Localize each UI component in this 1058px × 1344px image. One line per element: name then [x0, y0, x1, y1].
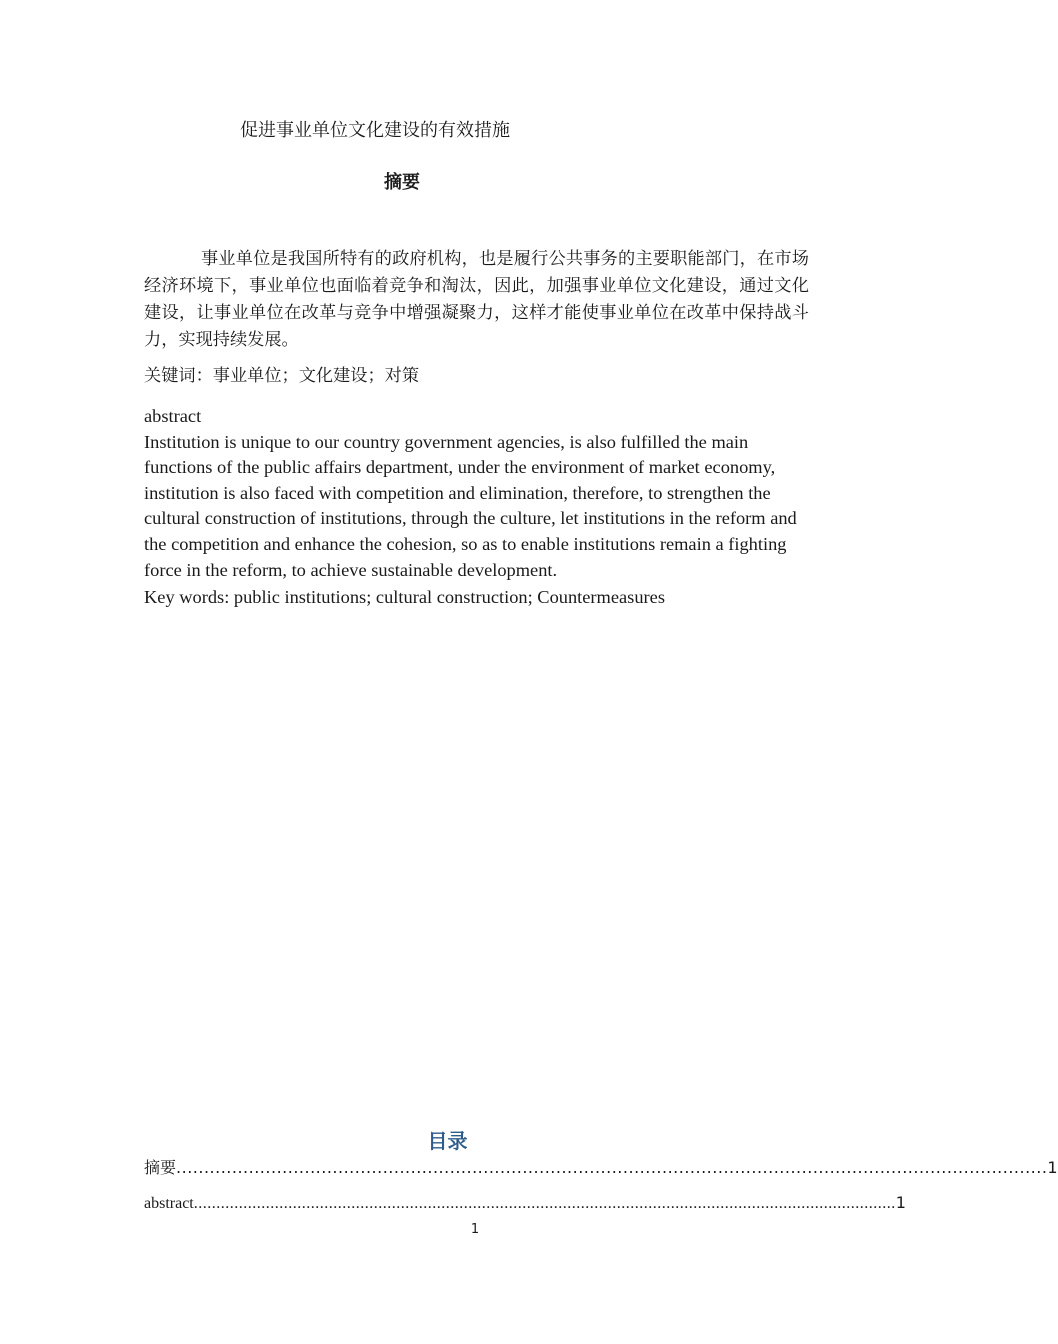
- toc-leader-dots: ............................................................................................................................................................: [176, 1158, 1048, 1177]
- abstract-heading: 摘要: [384, 172, 420, 193]
- toc-entry-abstract-en[interactable]: [144, 1193, 906, 1213]
- english-abstract-paragraph: Institution is unique to our country government agencies, is also fulfilled the main functions of the public affairs department, under the environment of market economy, institution is also faced with competition and elimination, therefore, to strengthen the cultural construction of institutions, through the culture, let institutions in the reform and the competition and enhance the cohesion, so as to enable institutions remain a fighting force in the reform, to achieve sustainable development.: [144, 431, 797, 580]
- toc-entry-page: 1: [895, 1193, 906, 1212]
- chinese-abstract-paragraph: 事业单位是我国所特有的政府机构，也是履行公共事务的主要职能部门，在市场经济环境下，事业单位也面临着竞争和淘汰，因此，加强事业单位文化建设，通过文化建设，让事业单位在改革与竞争中增强凝聚力，这样才能使事业单位在改革中保持战斗力，实现持续发展。: [144, 249, 809, 350]
- toc-entry-abstract-cn[interactable]: [144, 1155, 1058, 1178]
- english-keywords: Key words: public institutions; cultural construction; Countermeasures: [144, 587, 665, 608]
- toc-leader-dots: ............................................................................................................................................................: [193, 1195, 896, 1212]
- toc-entry-label: abstract: [144, 1195, 194, 1212]
- page-number: 1: [470, 1222, 480, 1237]
- english-abstract-section: [144, 404, 809, 611]
- toc-title: 目录: [427, 1129, 468, 1153]
- chinese-keywords: 关键词：事业单位；文化建设；对策: [144, 366, 420, 386]
- document-title: 促进事业单位文化建设的有效措施: [240, 120, 510, 141]
- toc-entry-label: 摘要: [144, 1158, 177, 1177]
- english-abstract-heading: abstract: [144, 406, 202, 426]
- toc-entry-page: 1: [1047, 1158, 1058, 1177]
